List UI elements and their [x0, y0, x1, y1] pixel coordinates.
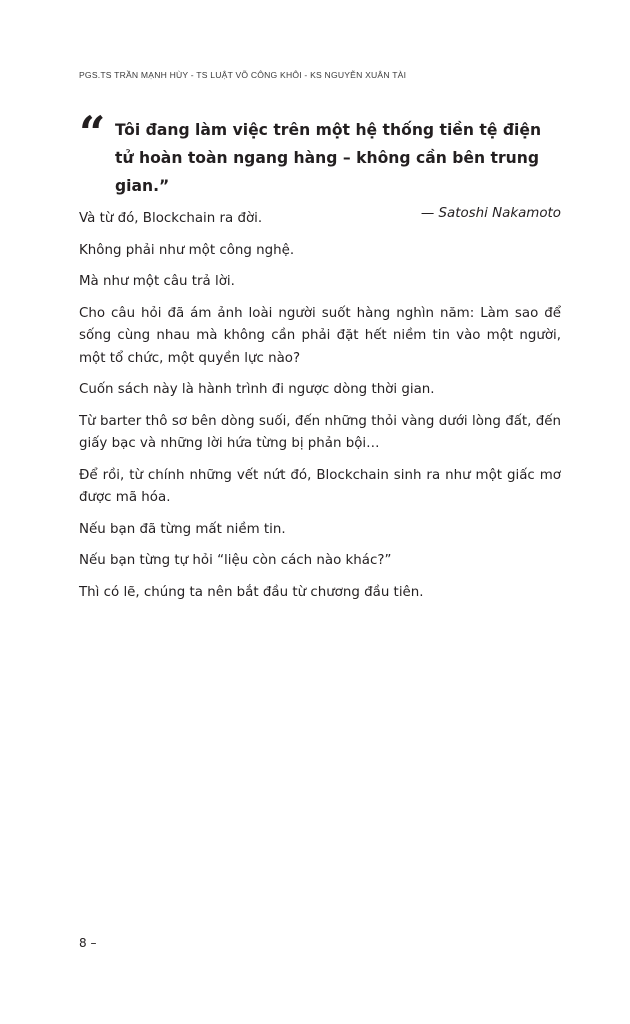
quote-text: Tôi đang làm việc trên một hệ thống tiền tệ điện tử hoàn toàn ngang hàng – không cần bên trung gian.” — [115, 121, 542, 195]
body-text — [79, 208, 561, 613]
running-header: PGS.TS TRẦN MẠNH HÙY - TS LUẬT VÕ CÔNG KHÔI - KS NGUYỄN XUÂN TÀI — [79, 70, 407, 80]
page-number: 8 – — [79, 936, 97, 950]
paragraph: Cuốn sách này là hành trình đi ngược dòng thời gian. — [79, 382, 435, 397]
paragraph: Cho câu hỏi đã ám ảnh loài người suốt hàng nghìn năm: Làm sao để sống cùng nhau mà không cần phải đặt hết niềm tin vào một người, một tổ chức, một quyền lực nào? — [79, 305, 561, 366]
quote-author: — Satoshi Nakamoto — [420, 206, 561, 221]
paragraph: Nếu bạn đã từng mất niềm tin. — [79, 521, 286, 537]
paragraph: Thì có lẽ, chúng ta nên bắt đầu từ chương đầu tiên. — [79, 584, 424, 600]
paragraph: Và từ đó, Blockchain ra đời. — [79, 211, 263, 226]
paragraph: Mà như một câu trả lời. — [79, 274, 235, 289]
paragraph: Để rồi, từ chính những vết nứt đó, Blockchain sinh ra như một giấc mơ được mã hóa. — [79, 467, 561, 505]
paragraph: Không phải như một công nghệ. — [79, 242, 295, 258]
paragraph: Từ barter thô sơ bên dòng suối, đến những thỏi vàng dưới lòng đất, đến giấy bạc và những lời hứa từng bị phản bội… — [79, 413, 561, 451]
quote-mark-icon: “ — [79, 106, 106, 160]
paragraph: Nếu bạn từng tự hỏi “liệu còn cách nào khác?” — [79, 553, 392, 568]
